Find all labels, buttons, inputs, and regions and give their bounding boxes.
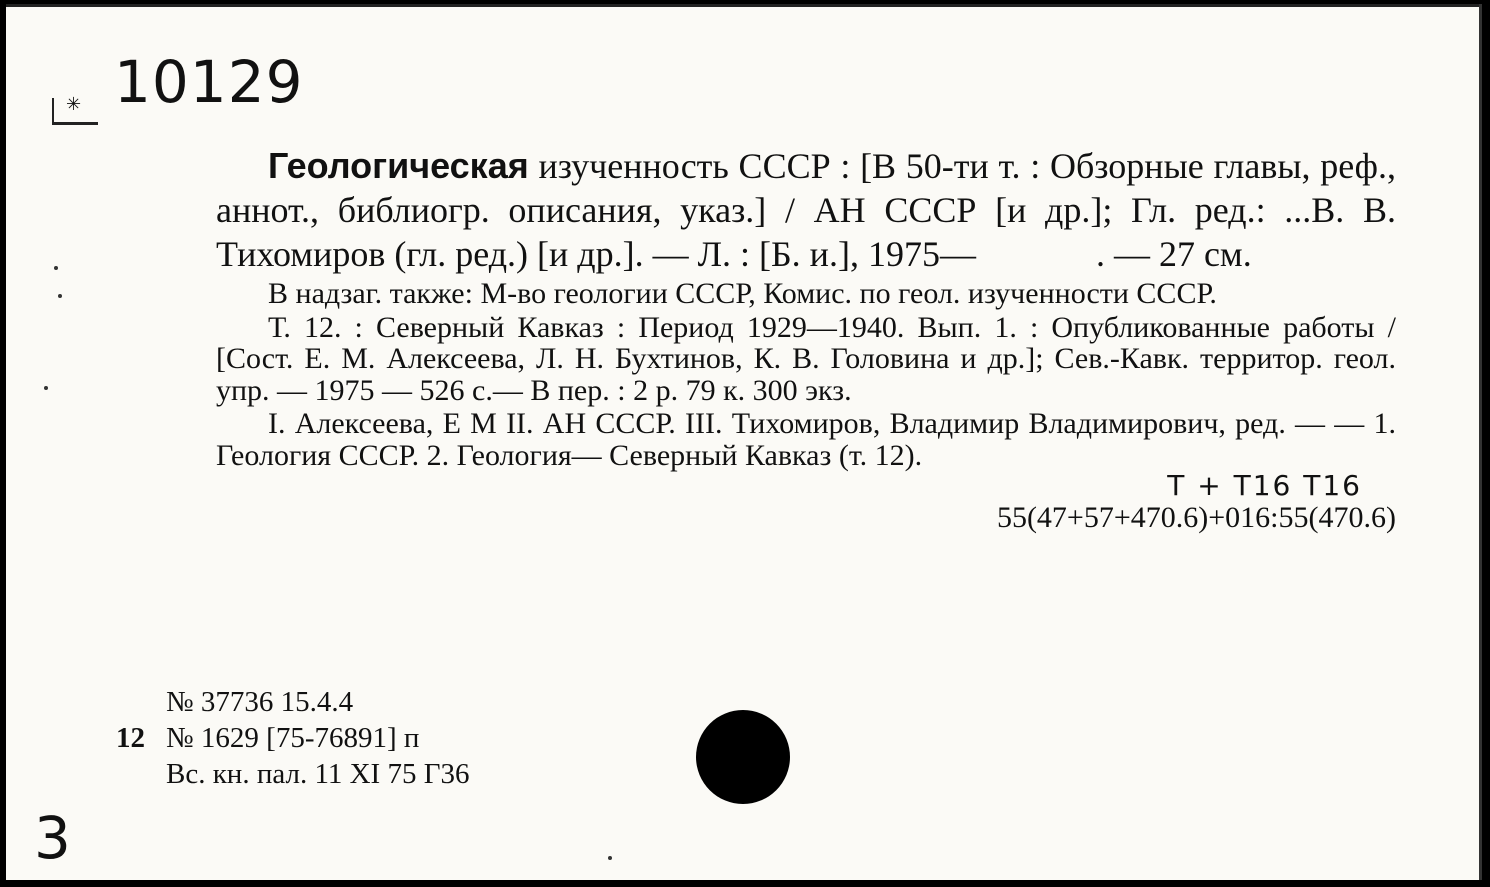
accession-number: 10129 bbox=[114, 48, 304, 116]
footer-line-2 bbox=[116, 720, 469, 756]
note-issuing-bodies: В надзаг. также: М-во геологии СССР, Комис. по геол. изученности СССР. bbox=[268, 277, 1217, 310]
speck bbox=[54, 266, 58, 270]
entry-heading: Геологическая bbox=[268, 145, 529, 186]
card-footer bbox=[116, 684, 469, 792]
card-edge bbox=[1479, 4, 1482, 880]
footer-count: 12 bbox=[116, 722, 145, 754]
section-number: 3 bbox=[34, 804, 71, 872]
speck bbox=[58, 294, 62, 298]
catalog-card bbox=[6, 4, 1482, 880]
main-tail: . — 27 см. bbox=[1095, 234, 1252, 274]
udc-index: 55(47+57+470.6)+016:55(470.6) bbox=[996, 501, 1396, 534]
main-text: изученность СССР : [В 50-ти т. : Обзорные главы, реф., аннот., библиогр. описания, указ.] / АН СССР [и др.]; Гл. ред.: ...В. В. Тихомиров (гл. ред.) [и др.]. — Л. : [Б. и.], 1975— bbox=[216, 146, 1397, 274]
bibliographic-entry bbox=[216, 144, 1396, 535]
footer-line-3: Вс. кн. пал. 11 XI 75 Г36 bbox=[166, 758, 470, 790]
footer-line-1: № 37736 15.4.4 bbox=[166, 686, 354, 718]
handwritten-class-codes: T + T16 T16 bbox=[1167, 469, 1362, 502]
punch-hole bbox=[696, 710, 790, 804]
volume-description: Т. 12. : Северный Кавказ : Период 1929—1940. Вып. 1. : Опубликованные работы / [Сост. Е. М. Алексеева, Л. Н. Бухтинов, К. В. Головина и др.]; Сев.-Кавк. территор. геол. упр. — 1975 — 526 с.— В пер. : 2 р. 79 к. 300 экз. bbox=[216, 310, 1396, 407]
footer-order: № 1629 [75-76891] п bbox=[166, 722, 420, 754]
speck bbox=[44, 386, 48, 390]
library-stamp-icon bbox=[52, 98, 98, 125]
tracings: I. Алексеева, Е М II. АН СССР. III. Тихомиров, Владимир Владимирович, ред. — — 1. Геология СССР. 2. Геология— Северный Кавказ (т. 12). bbox=[216, 407, 1396, 472]
main-description bbox=[216, 144, 1396, 276]
speck bbox=[608, 856, 612, 860]
